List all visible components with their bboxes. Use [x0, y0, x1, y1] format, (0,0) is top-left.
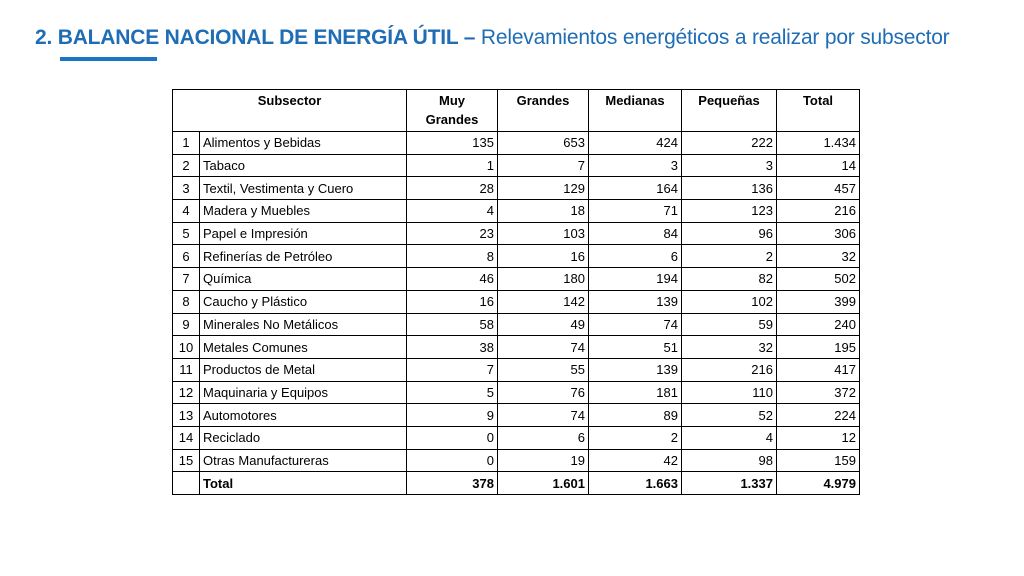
- cell-subsector: Reciclado: [200, 426, 407, 449]
- cell-subsector: Caucho y Plástico: [200, 290, 407, 313]
- cell-medianas: 181: [589, 381, 682, 404]
- cell-total-medianas: 1.663: [589, 472, 682, 495]
- cell-medianas: 139: [589, 290, 682, 313]
- cell-grandes: 103: [498, 222, 589, 245]
- cell-medianas: 139: [589, 358, 682, 381]
- cell-pequenas: 102: [682, 290, 777, 313]
- cell-subsector: Papel e Impresión: [200, 222, 407, 245]
- cell-medianas: 194: [589, 268, 682, 291]
- table-row: [173, 132, 860, 155]
- table-row: [173, 404, 860, 427]
- cell-grandes: 6: [498, 426, 589, 449]
- table-body: [173, 132, 860, 495]
- cell-total: 306: [777, 222, 860, 245]
- cell-grandes: 74: [498, 336, 589, 359]
- cell-pequenas: 52: [682, 404, 777, 427]
- cell-index: 4: [173, 200, 200, 223]
- table-row: [173, 200, 860, 223]
- cell-total: 12: [777, 426, 860, 449]
- cell-medianas: 84: [589, 222, 682, 245]
- cell-subsector: Automotores: [200, 404, 407, 427]
- cell-subsector: Química: [200, 268, 407, 291]
- table-row: [173, 154, 860, 177]
- cell-pequenas: 96: [682, 222, 777, 245]
- cell-muy-grandes: 0: [407, 449, 498, 472]
- cell-total: 195: [777, 336, 860, 359]
- header-muy-grandes-line2: Grandes: [425, 112, 479, 127]
- cell-grandes: 76: [498, 381, 589, 404]
- cell-index: 6: [173, 245, 200, 268]
- cell-grandes: 19: [498, 449, 589, 472]
- cell-index: 11: [173, 358, 200, 381]
- cell-muy-grandes: 9: [407, 404, 498, 427]
- cell-total-grandes: 1.601: [498, 472, 589, 495]
- cell-pequenas: 222: [682, 132, 777, 155]
- header-grandes: Grandes: [498, 90, 589, 132]
- cell-medianas: 42: [589, 449, 682, 472]
- cell-muy-grandes: 16: [407, 290, 498, 313]
- cell-index: 12: [173, 381, 200, 404]
- table-row: [173, 426, 860, 449]
- cell-total: 240: [777, 313, 860, 336]
- cell-medianas: 71: [589, 200, 682, 223]
- cell-subsector: Textil, Vestimenta y Cuero: [200, 177, 407, 200]
- cell-total: 224: [777, 404, 860, 427]
- cell-total: 372: [777, 381, 860, 404]
- cell-subsector: Maquinaria y Equipos: [200, 381, 407, 404]
- table-total-row: [173, 472, 860, 495]
- table-row: [173, 336, 860, 359]
- cell-muy-grandes: 4: [407, 200, 498, 223]
- cell-subsector: Metales Comunes: [200, 336, 407, 359]
- cell-pequenas: 82: [682, 268, 777, 291]
- header-medianas: Medianas: [589, 90, 682, 132]
- header-muy-grandes: [407, 90, 498, 132]
- cell-total: 502: [777, 268, 860, 291]
- cell-index: 13: [173, 404, 200, 427]
- cell-index: 14: [173, 426, 200, 449]
- cell-total: 457: [777, 177, 860, 200]
- cell-muy-grandes: 5: [407, 381, 498, 404]
- cell-muy-grandes: 58: [407, 313, 498, 336]
- slide-title-bold: 2. BALANCE NACIONAL DE ENERGÍA ÚTIL –: [35, 26, 476, 49]
- cell-index: 1: [173, 132, 200, 155]
- cell-index: 9: [173, 313, 200, 336]
- cell-muy-grandes: 0: [407, 426, 498, 449]
- title-underline: [60, 57, 157, 61]
- cell-index: 2: [173, 154, 200, 177]
- cell-subsector: Tabaco: [200, 154, 407, 177]
- table-row: [173, 268, 860, 291]
- cell-total: 14: [777, 154, 860, 177]
- cell-pequenas: 216: [682, 358, 777, 381]
- table-header-row: [173, 90, 860, 132]
- cell-subsector: Productos de Metal: [200, 358, 407, 381]
- cell-grandes: 180: [498, 268, 589, 291]
- cell-muy-grandes: 135: [407, 132, 498, 155]
- table-row: [173, 290, 860, 313]
- cell-pequenas: 110: [682, 381, 777, 404]
- header-pequenas: Pequeñas: [682, 90, 777, 132]
- header-subsector: Subsector: [173, 90, 407, 132]
- cell-grandes: 7: [498, 154, 589, 177]
- cell-index: 15: [173, 449, 200, 472]
- cell-muy-grandes: 1: [407, 154, 498, 177]
- cell-subsector: Minerales No Metálicos: [200, 313, 407, 336]
- header-muy-grandes-line1: Muy: [439, 93, 465, 108]
- cell-total-total: 4.979: [777, 472, 860, 495]
- cell-index: 5: [173, 222, 200, 245]
- slide-title-subtitle: Relevamientos energéticos a realizar por subsector: [480, 26, 950, 49]
- table-row: [173, 358, 860, 381]
- cell-medianas: 6: [589, 245, 682, 268]
- cell-grandes: 49: [498, 313, 589, 336]
- cell-subsector: Refinerías de Petróleo: [200, 245, 407, 268]
- cell-total-pequenas: 1.337: [682, 472, 777, 495]
- cell-total-label: Total: [200, 472, 407, 495]
- cell-grandes: 142: [498, 290, 589, 313]
- cell-grandes: 16: [498, 245, 589, 268]
- cell-pequenas: 136: [682, 177, 777, 200]
- cell-muy-grandes: 28: [407, 177, 498, 200]
- cell-pequenas: 59: [682, 313, 777, 336]
- slide-title: [35, 24, 1020, 52]
- cell-total: 417: [777, 358, 860, 381]
- cell-muy-grandes: 38: [407, 336, 498, 359]
- cell-grandes: 55: [498, 358, 589, 381]
- cell-index: 3: [173, 177, 200, 200]
- cell-subsector: Alimentos y Bebidas: [200, 132, 407, 155]
- cell-medianas: 3: [589, 154, 682, 177]
- cell-pequenas: 4: [682, 426, 777, 449]
- cell-medianas: 51: [589, 336, 682, 359]
- table-row: [173, 177, 860, 200]
- cell-subsector: Otras Manufactureras: [200, 449, 407, 472]
- cell-medianas: 74: [589, 313, 682, 336]
- cell-total: 32: [777, 245, 860, 268]
- cell-grandes: 18: [498, 200, 589, 223]
- cell-medianas: 89: [589, 404, 682, 427]
- header-total: Total: [777, 90, 860, 132]
- cell-grandes: 653: [498, 132, 589, 155]
- cell-medianas: 424: [589, 132, 682, 155]
- cell-index: 8: [173, 290, 200, 313]
- cell-medianas: 2: [589, 426, 682, 449]
- cell-muy-grandes: 46: [407, 268, 498, 291]
- cell-pequenas: 123: [682, 200, 777, 223]
- cell-total: 1.434: [777, 132, 860, 155]
- cell-total: 216: [777, 200, 860, 223]
- cell-pequenas: 98: [682, 449, 777, 472]
- cell-pequenas: 32: [682, 336, 777, 359]
- cell-muy-grandes: 8: [407, 245, 498, 268]
- cell-total: 159: [777, 449, 860, 472]
- cell-total-muy-grandes: 378: [407, 472, 498, 495]
- subsector-table: [172, 89, 860, 495]
- cell-index-empty: [173, 472, 200, 495]
- cell-medianas: 164: [589, 177, 682, 200]
- cell-index: 7: [173, 268, 200, 291]
- table-row: [173, 313, 860, 336]
- cell-pequenas: 3: [682, 154, 777, 177]
- cell-muy-grandes: 23: [407, 222, 498, 245]
- table-row: [173, 381, 860, 404]
- cell-grandes: 129: [498, 177, 589, 200]
- cell-index: 10: [173, 336, 200, 359]
- cell-grandes: 74: [498, 404, 589, 427]
- cell-pequenas: 2: [682, 245, 777, 268]
- table-row: [173, 245, 860, 268]
- cell-subsector: Madera y Muebles: [200, 200, 407, 223]
- table-row: [173, 449, 860, 472]
- cell-muy-grandes: 7: [407, 358, 498, 381]
- table-row: [173, 222, 860, 245]
- cell-total: 399: [777, 290, 860, 313]
